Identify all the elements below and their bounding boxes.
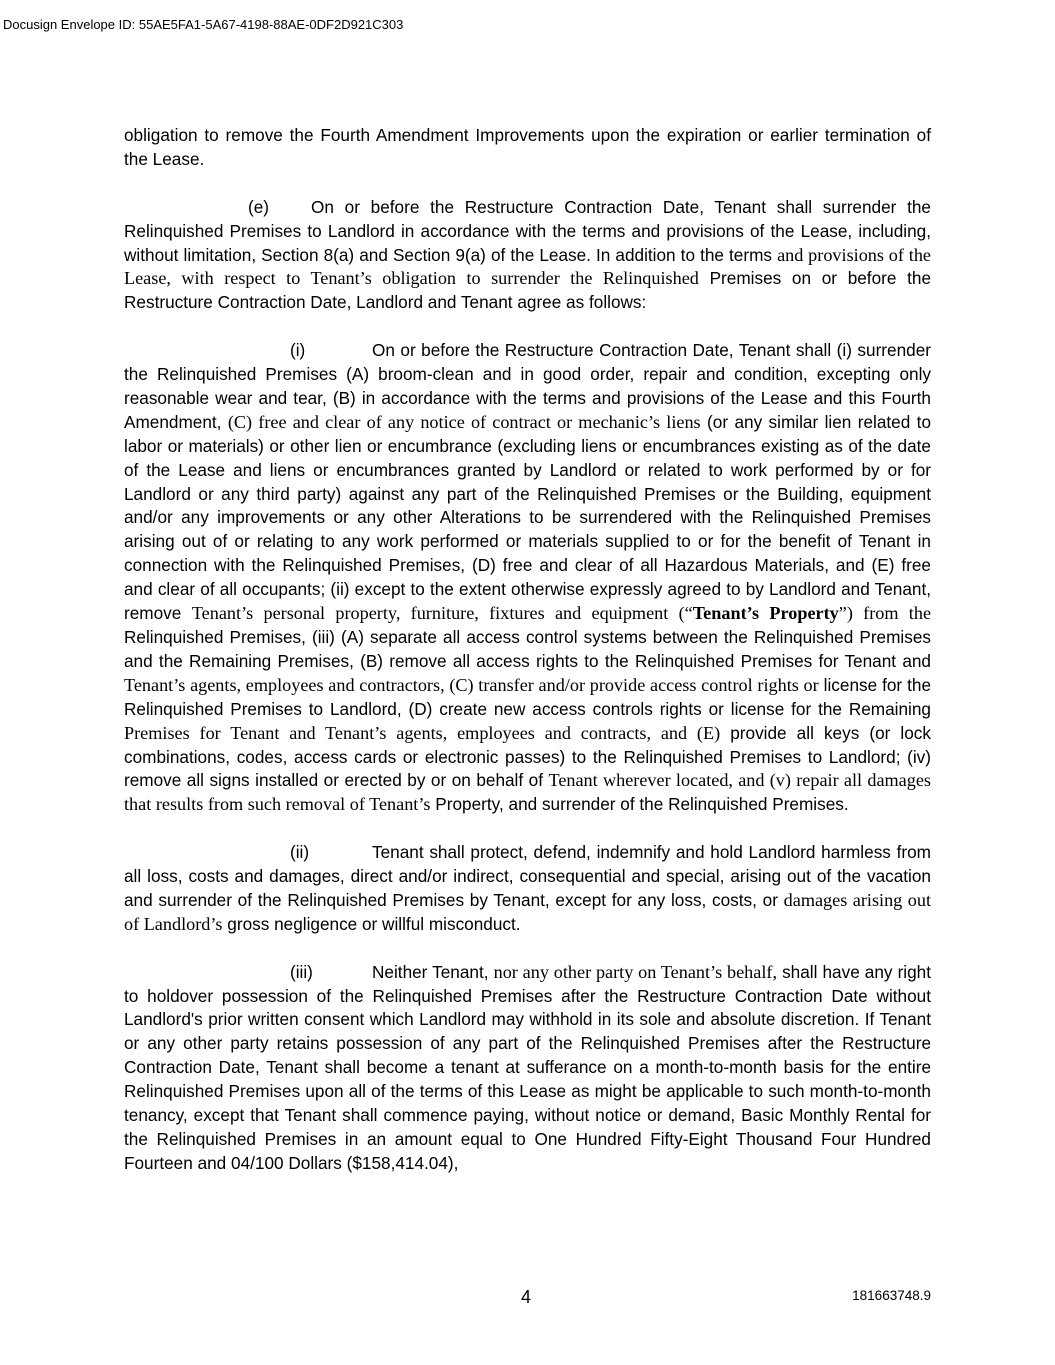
subparagraph-ii [124,841,931,937]
paragraph-text: Property, and surrender of the Relinquished Premises. [435,794,849,815]
paragraph-text-serif: damages arising out of Landlord’s [124,889,932,934]
paragraph-text: Relinquished Premises, (iii) (A) separate all access control systems between the Relinquished Premises and the Remaining Premises, (B) remove all access rights to the Relinquished Premises for Tenant and [124,627,931,671]
paragraph-text: (or any similar lien related to labor or materials) or other lien or encumbrance (excluding liens or encumbrances existing as of the date of the Lease and liens or encumbrances granted by Landlord or related to work performed by or for Landlord or any third party) against any part of the Relinquished Premises or the Building, equipment and/or any improvements or any other Alterations to be surrendered with the Relinquished Premises arising out of or relating to any work performed or materials supplied to or for the benefit of Tenant in connection with the Relinquished Premises, (D) free and clear of all Hazardous Materials, and (E) free and clear of all occupants; (ii) except to the extent otherwise expressly agreed to by Landlord and Tenant, remove [124,411,932,624]
subparagraph-label: (iii) [290,961,313,982]
subparagraph-label: (i) [290,340,306,361]
paragraph-text-serif: Tenant’s personal property, furniture, fixtures and equipment (“ [191,603,693,624]
envelope-id: Docusign Envelope ID: 55AE5FA1-5A67-4198-88AE-0DF2D921C303 [3,17,404,32]
paragraph-text-serif: Tenant’s agents, employees and contractors, (C) transfer and/or provide access control rights or [124,674,819,695]
paragraph-text-serif: and provisions of the Lease, with respect to Tenant’s obligation to surrender the Relinquished [124,244,932,289]
document-body [124,124,931,1200]
defined-term: Tenant’s Property [692,603,839,624]
page-number: 4 [521,1287,532,1307]
paragraph-text: Tenant shall protect, defend, indemnify and hold Landlord harmless from all loss, costs and damages, direct and/or indirect, consequential and special, arising out of the vacation and surrender of the Relinquished Premises by Tenant, except for any loss, costs, or [124,842,931,910]
paragraph-text-serif: (C) free and clear of any notice of contract or mechanic’s liens [227,411,701,432]
paragraph-text: Premises on or before the Restructure Contraction Date, Landlord and Tenant agree as follows: [124,268,932,313]
paragraph-label: (e) [248,196,270,217]
paragraph-text: license for the Relinquished Premises to Landlord, (D) create new access controls rights or license for the Remaining [124,674,931,719]
subparagraph-i [124,339,931,817]
paragraph-text-serif: nor any other party on Tenant’s behalf, [493,961,778,982]
paragraph-text: shall have any right to holdover possession of the Relinquished Premises after the Restructure Contraction Date without Landlord's prior written consent which Landlord may withhold in its sole and absolute discretion. If Tenant or any other party retains possession of any part of the Relinquished Premises after the Restructure Contraction Date, Tenant shall become a tenant at sufferance on a month-to-month basis for the entire Relinquished Premises upon all of the terms of this Lease as might be applicable to such month-to-month tenancy, except that Tenant shall commence paying, without notice or demand, Basic Monthly Rental for the Relinquished Premises in an amount equal to One Hundred Fifty-Eight Thousand Four Hundred Fourteen and 04/100 Dollars ($158,414.04), [124,961,932,1173]
subparagraph-iii [124,961,931,1176]
paragraph-text-serif: Premises for Tenant and Tenant’s agents, employees and contracts, and (E) [124,722,721,743]
paragraph-text: On or before the Restructure Contraction Date, Tenant shall (i) surrender the Relinquished Premises (A) broom-clean and in good order, repair and condition, excepting only reasonable wear and tear, (B) in accordance with the terms and provisions of the Lease and this Fourth Amendment, [124,340,931,432]
paragraph-text-serif: Tenant wherever located, and (v) repair all damages that results from such removal of Tenant’s [124,770,931,815]
paragraph-text: provide all keys (or lock combinations, codes, access cards or electronic passes) to the Relinquished Premises to Landlord; (iv) remove all signs installed or erected by or on behalf of [124,722,931,791]
paragraph-text: obligation to remove the Fourth Amendment Improvements upon the expiration or earlier termination of the Lease. [124,125,931,169]
paragraph-text: Neither Tenant, [372,961,489,982]
document-number: 181663748.9 [852,1288,931,1303]
subparagraph-label: (ii) [290,842,310,863]
paragraph-text: gross negligence or willful misconduct. [227,913,521,934]
paragraph-text: On or before the Restructure Contraction Date, Tenant shall surrender the Relinquished Premises to Landlord in accordance with the terms and provisions of the Lease, including, without limitation, Section 8(a) and Section 9(a) of the Lease. In addition to the terms [124,196,931,265]
paragraph-text-serif: ”) from the [838,603,932,624]
paragraph-e [124,196,931,316]
paragraph-continuation [124,124,931,172]
